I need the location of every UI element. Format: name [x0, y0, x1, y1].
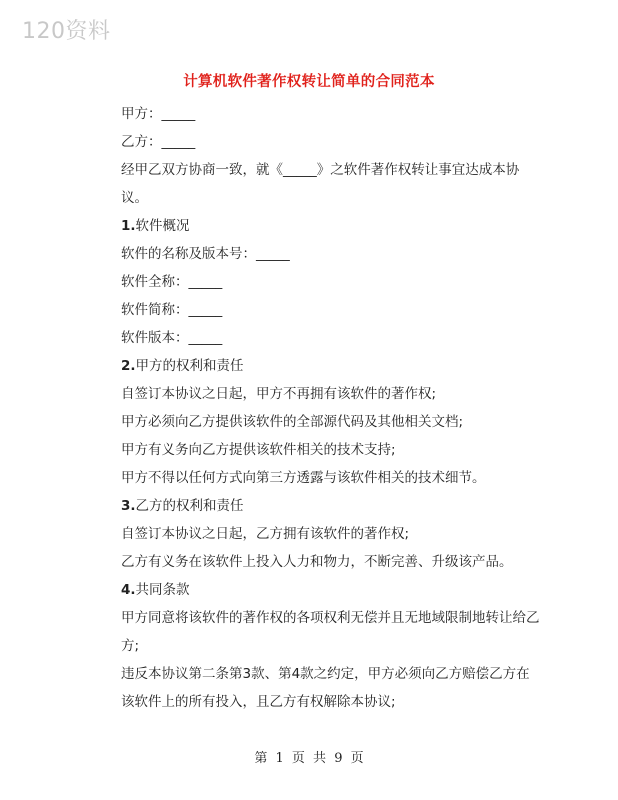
section-number: 4.: [121, 582, 136, 598]
party-a-line: 甲方：_____: [121, 106, 196, 122]
clause-line: 甲方必须向乙方提供该软件的全部源代码及其他相关文档;: [121, 414, 464, 430]
section-2-heading: [121, 352, 541, 380]
document-body: [121, 100, 541, 716]
section-1-heading: [121, 212, 541, 240]
watermark-logo: 120资料: [22, 19, 111, 44]
section-4-heading: [121, 576, 541, 604]
document-title: 计算机软件著作权转让简单的合同范本: [183, 74, 435, 90]
clause-line: 自签订本协议之日起，乙方拥有该软件的著作权;: [121, 526, 410, 542]
clause-line: 甲方不得以任何方式向第三方透露与该软件相关的技术细节。: [121, 470, 486, 486]
clause-paragraph: 甲方同意将该软件的著作权的各项权利无偿并且无地域限制地转让给乙方;: [121, 610, 540, 654]
party-b-line: 乙方：_____: [121, 134, 196, 150]
section-3-heading: [121, 492, 541, 520]
software-name-version-line: 软件的名称及版本号：_____: [121, 246, 290, 262]
section-number: 1.: [121, 218, 136, 234]
software-short-name-line: 软件简称：_____: [121, 302, 223, 318]
clause-line: 自签订本协议之日起，甲方不再拥有该软件的著作权;: [121, 386, 437, 402]
intro-paragraph: 经甲乙双方协商一致，就《_____》之软件著作权转让事宜达成本协议。: [121, 162, 520, 206]
section-title: 软件概况: [135, 218, 190, 234]
software-full-name-line: 软件全称：_____: [121, 274, 223, 290]
page-footer: 第 1 页 共 9 页: [254, 751, 364, 766]
section-title: 甲方的权利和责任: [135, 358, 244, 374]
software-version-line: 软件版本：_____: [121, 330, 223, 346]
clause-paragraph: 违反本协议第二条第3款、第4款之约定，甲方必须向乙方赔偿乙方在该软件上的所有投入，且乙方有权解除本协议;: [121, 666, 530, 710]
section-title: 共同条款: [135, 582, 190, 598]
section-number: 2.: [121, 358, 136, 374]
section-title: 乙方的权利和责任: [135, 498, 244, 514]
clause-line: 甲方有义务向乙方提供该软件相关的技术支持;: [121, 442, 396, 458]
clause-line: 乙方有义务在该软件上投入人力和物力，不断完善、升级该产品。: [121, 554, 513, 570]
section-number: 3.: [121, 498, 136, 514]
